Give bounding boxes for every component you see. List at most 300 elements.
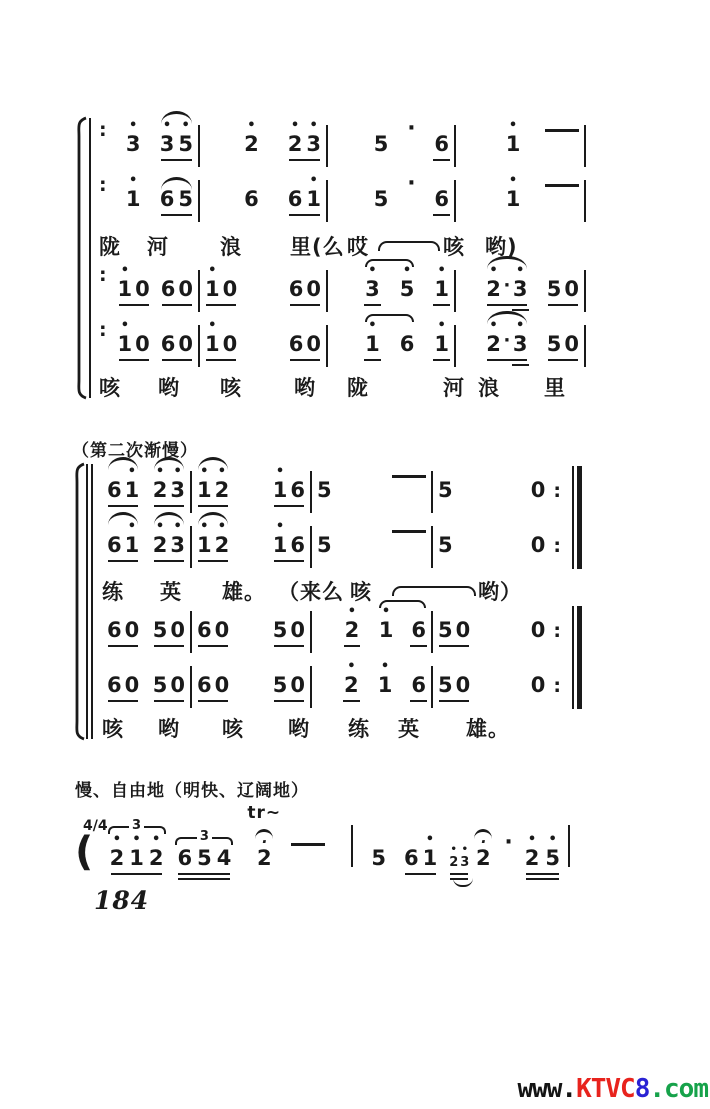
note: [272, 464, 288, 502]
note: [125, 118, 141, 156]
digit-wrap: [217, 846, 232, 870]
note-group: [107, 519, 140, 557]
digit: 6: [287, 187, 303, 211]
group-notes: [197, 464, 230, 502]
repeat-start-dots: :: [99, 319, 107, 341]
digit: 4: [216, 846, 232, 870]
lyric-syllable: 英: [398, 717, 420, 741]
augmentation-dot: ·: [407, 171, 416, 196]
digit: 6: [160, 332, 176, 356]
dash-line: [392, 475, 426, 478]
note-group: [197, 464, 230, 502]
digit: 1: [422, 846, 438, 870]
digit-wrap: [273, 618, 288, 642]
group-underline: [450, 873, 468, 875]
group-notes: [153, 618, 185, 642]
digit-wrap: [125, 533, 140, 557]
final-repeat-bar: [572, 466, 582, 569]
group-notes: [117, 318, 150, 356]
group-underline: [154, 505, 184, 508]
digit: 2: [486, 332, 501, 356]
repeat-end-dots: :: [553, 620, 561, 642]
lyric-row: [94, 372, 586, 400]
note-group: [547, 332, 579, 356]
octave-dots: •: [368, 318, 377, 333]
lyric-syllable: （来么: [278, 580, 344, 604]
group-underline: [289, 159, 320, 162]
open-paren: (: [75, 829, 94, 875]
group-notes: [153, 673, 185, 697]
digit-wrap: [170, 673, 185, 697]
note: [290, 673, 305, 697]
group-underline: [108, 560, 138, 563]
note: [125, 173, 141, 211]
octave-dots: •: [275, 464, 285, 479]
spacer: [386, 869, 404, 870]
octave-dots: •: [181, 118, 190, 133]
digit: 6: [107, 533, 122, 557]
octave-dots: •: [152, 832, 161, 847]
group-notes: [378, 604, 426, 642]
group-underline: [290, 359, 320, 362]
note: [124, 464, 140, 502]
digit-wrap: [400, 332, 415, 356]
dash-line: [545, 184, 579, 187]
digit-wrap: [456, 618, 471, 642]
note-group: [153, 673, 185, 697]
digit-wrap: [531, 478, 561, 502]
octave-dots: •: [162, 118, 172, 133]
note: [273, 618, 288, 642]
digit-wrap: [215, 673, 230, 697]
digit: 0: [135, 277, 150, 301]
lyric-syllable: 哟: [294, 376, 316, 400]
octave-dots: •: [155, 519, 165, 534]
lyric-syllable: 里: [544, 376, 566, 400]
digit-wrap: [506, 132, 521, 156]
digit-wrap: [197, 846, 212, 870]
lyric-syllable: 哟: [288, 717, 310, 741]
note: [564, 332, 579, 356]
digit-wrap: [244, 187, 259, 211]
octave-dots: •: [208, 263, 217, 278]
group-underline: [161, 159, 192, 162]
digit: 6: [290, 478, 305, 502]
digit: 2: [449, 855, 459, 870]
lyric-row: [102, 576, 566, 602]
note-group: [205, 263, 238, 301]
note: [290, 478, 305, 502]
digit: 6: [160, 277, 176, 301]
digit: 5: [399, 277, 415, 301]
digit-wrap: [118, 332, 133, 356]
lyric-syllable: 练: [102, 580, 124, 604]
digit: ·: [503, 275, 511, 296]
digit-wrap: [290, 478, 305, 502]
octave-dots: •: [120, 318, 130, 333]
group-underline: [274, 505, 304, 508]
group-notes: [107, 673, 139, 697]
group-underline: [108, 645, 138, 648]
spacer: [461, 155, 481, 156]
group-underline: [548, 304, 578, 307]
group-underline: [405, 873, 436, 876]
note-group: [197, 519, 230, 557]
spacer: [163, 869, 177, 870]
octave-dots: •: [173, 519, 182, 534]
group-notes: [177, 846, 231, 870]
digit-wrap: [149, 846, 164, 870]
measure: [456, 118, 584, 170]
digit: 1: [365, 332, 380, 356]
time-signature-block: [75, 818, 108, 875]
digit: 5: [152, 618, 168, 642]
digit-wrap: [290, 673, 305, 697]
note: [456, 618, 471, 642]
digit: 5: [545, 846, 560, 870]
octave-dots: •: [508, 118, 518, 133]
digit-wrap: [107, 618, 122, 642]
digit-wrap: [506, 187, 521, 211]
group-notes: [152, 519, 185, 557]
digit: 1: [129, 846, 144, 870]
digit-wrap: [160, 187, 175, 211]
note-underline: [410, 645, 427, 648]
measure: [192, 618, 310, 656]
group-underline: [108, 505, 138, 508]
spacer: [231, 869, 255, 870]
group-underline: [161, 214, 192, 217]
bracket-line: [89, 118, 91, 398]
spacer: [333, 155, 355, 156]
lyric-syllable: 哟）: [478, 580, 522, 604]
note: [217, 846, 232, 870]
dash-line: [545, 129, 579, 132]
octave-dots: •: [402, 263, 412, 278]
spacer: [461, 210, 481, 211]
digit-wrap: [503, 277, 511, 301]
note: [161, 277, 176, 301]
measure: [192, 519, 310, 571]
digit: 5: [272, 618, 288, 642]
group-underline: [111, 873, 163, 876]
measure: [328, 263, 454, 315]
digit: 1: [272, 533, 288, 557]
octave-dots: •: [548, 832, 557, 847]
group-underline: [162, 359, 192, 362]
measure: [102, 519, 190, 571]
digit-wrap: [215, 478, 230, 502]
digit: 0: [530, 673, 546, 697]
octave-dots: •: [516, 263, 525, 278]
octave-dots: •: [381, 604, 391, 619]
digit-wrap: [197, 618, 212, 642]
digit: 0: [530, 478, 546, 502]
digit-wrap: [273, 673, 288, 697]
digit-wrap: [110, 846, 125, 870]
group-notes: [152, 464, 185, 502]
digit: 5: [371, 846, 386, 870]
digit: 1: [306, 187, 321, 211]
digit: 0: [222, 332, 238, 356]
measure: [94, 265, 198, 315]
voice-row: [102, 462, 566, 516]
group-underline: [487, 304, 526, 307]
digit-wrap: [125, 478, 140, 502]
digit: 1: [117, 277, 133, 301]
lyric-syllable: 浪: [220, 235, 242, 259]
octave-dots: •: [489, 263, 498, 278]
note: [107, 478, 122, 502]
note: [317, 478, 332, 502]
digit-wrap: [564, 277, 579, 301]
lyric-syllable: 咳: [99, 376, 121, 400]
note: [107, 533, 122, 557]
measure: [192, 464, 310, 516]
note-group: [197, 618, 229, 642]
digit-wrap: [197, 478, 212, 502]
digit: 1: [378, 618, 394, 642]
spacer: [325, 869, 351, 870]
group-notes: [107, 519, 140, 557]
group-notes: [289, 332, 321, 356]
voice-row: [102, 517, 566, 571]
measure: [192, 673, 310, 711]
digit: 2: [152, 533, 168, 557]
note: [434, 132, 449, 156]
measure: [433, 673, 566, 711]
note: [374, 187, 389, 211]
barline: [584, 180, 586, 222]
group-notes: [365, 318, 415, 356]
note: [205, 263, 220, 301]
spacer: [273, 869, 291, 870]
digit: 5: [438, 673, 453, 697]
note: [178, 332, 193, 356]
octave-dots: •: [489, 318, 498, 333]
note: [223, 277, 238, 301]
digit: 0: [214, 618, 230, 642]
note: [170, 673, 185, 697]
tuplet-left: [175, 837, 196, 845]
group-notes: [160, 187, 193, 211]
group-notes: [109, 832, 164, 870]
group-underline: [198, 700, 228, 703]
note: [306, 173, 321, 211]
group-underline: [289, 214, 320, 217]
note: [512, 318, 528, 356]
digit-wrap: [153, 673, 168, 697]
note: [153, 673, 168, 697]
measure: [433, 478, 566, 516]
group-notes: [449, 844, 470, 870]
note-group: [117, 318, 150, 356]
measure: [200, 118, 326, 170]
digit-wrap: [223, 332, 238, 356]
digit: 6: [244, 187, 259, 211]
lyric-syllable: 练: [348, 717, 370, 741]
lyric-syllable: 里(么: [290, 235, 345, 259]
group-notes: [197, 519, 230, 557]
note-group: [160, 187, 193, 211]
digit-wrap: [456, 673, 471, 697]
note: [178, 118, 193, 156]
note: [125, 618, 140, 642]
digit-wrap: [345, 618, 360, 642]
note: [564, 277, 579, 301]
system-body: [74, 116, 586, 400]
group-underline: [198, 560, 228, 563]
octave-dots: •: [129, 173, 138, 188]
note: [317, 533, 332, 557]
group-notes: [159, 118, 193, 156]
digit-wrap: [107, 478, 122, 502]
digit-wrap: [344, 673, 359, 697]
digit: 2: [152, 478, 168, 502]
fermata-dot: ·: [261, 833, 268, 851]
digit-wrap: [215, 533, 230, 557]
spacer: [353, 869, 371, 870]
note: [306, 277, 321, 301]
note: [107, 618, 122, 642]
note-group: [107, 618, 139, 642]
digit-wrap: [449, 855, 458, 870]
digit-wrap: [438, 673, 453, 697]
digit-wrap: [400, 277, 415, 301]
octave-dots: •: [437, 318, 446, 333]
digit-wrap: [197, 673, 212, 697]
digit-wrap: [178, 132, 193, 156]
digit: 5: [373, 132, 389, 156]
note: [422, 832, 438, 870]
digit-wrap: [257, 846, 272, 870]
digit-wrap: [503, 332, 511, 356]
note: [505, 173, 521, 211]
note: [161, 332, 176, 356]
digit: 0: [290, 673, 305, 697]
group-notes: [205, 263, 238, 301]
digit: 1: [505, 187, 521, 211]
group-notes: [486, 263, 528, 301]
note: [287, 118, 303, 156]
repeat-start-dots: :: [99, 119, 107, 141]
final-repeat-bar: [572, 606, 582, 709]
digit-wrap: [306, 187, 321, 211]
group-notes: [117, 263, 150, 301]
group-notes: [107, 464, 140, 502]
note-group: [287, 173, 321, 211]
group-notes: [365, 263, 415, 301]
digit: 6: [197, 618, 212, 642]
digit: 1: [124, 533, 140, 557]
digit-wrap: [525, 846, 540, 870]
digit: 5: [178, 132, 193, 156]
octave-dots: •: [217, 464, 227, 479]
measure: [102, 464, 190, 516]
octave-dots: •: [112, 832, 122, 847]
note-group: [365, 263, 415, 301]
note-group: [486, 263, 528, 301]
fermata-dot: ·: [480, 833, 487, 851]
thick-bar: [577, 606, 582, 709]
digit-wrap: [486, 332, 501, 356]
note: [152, 464, 168, 502]
note: [107, 673, 122, 697]
augmentation-dot: ·: [504, 830, 513, 855]
measure: [200, 263, 326, 315]
group-notes: [438, 618, 470, 642]
system-3: [75, 776, 570, 875]
note-group: [403, 832, 438, 870]
octave-dots: •: [450, 844, 457, 855]
digit: 5: [438, 478, 453, 502]
group-underline: [439, 700, 469, 703]
score-bracket: [74, 116, 88, 400]
digit: 2: [524, 846, 540, 870]
note: [205, 318, 220, 356]
note: [531, 533, 561, 557]
note: [374, 132, 389, 156]
digit: 2: [287, 132, 303, 156]
octave-dots: •: [132, 832, 141, 847]
digit-wrap: [365, 332, 380, 356]
tuplet-number: 3: [199, 829, 209, 844]
digit-wrap: [411, 618, 426, 642]
note: [486, 263, 501, 301]
note-group: [289, 332, 321, 356]
octave-dots: •: [129, 118, 138, 133]
note-underline: [433, 214, 450, 217]
digit: 6: [434, 187, 449, 211]
spacer: [205, 210, 215, 211]
digit: 0: [564, 332, 579, 356]
octave-dots: •: [290, 118, 300, 133]
lyric-syllable: 咳: [220, 376, 242, 400]
digit-wrap: [545, 846, 560, 870]
group-underline: [198, 505, 228, 508]
voice-row: [94, 316, 586, 370]
lyric-syllable: 河: [147, 235, 169, 259]
note-underline-2: [512, 309, 529, 311]
octave-dots: •: [527, 832, 537, 847]
note: [344, 604, 360, 642]
note: [125, 673, 140, 697]
digit-wrap: [153, 618, 168, 642]
digit-wrap: [513, 277, 528, 301]
digit-wrap: [374, 132, 389, 156]
system-2: [72, 436, 566, 741]
note: [159, 118, 175, 156]
note: [411, 673, 426, 697]
note-group: [524, 832, 560, 870]
note-group: [152, 464, 185, 502]
digit: 5: [373, 187, 389, 211]
group-notes: [438, 673, 470, 697]
digit-wrap: [107, 533, 122, 557]
octave-dots: •: [155, 464, 165, 479]
group-notes: [524, 832, 560, 870]
note: [434, 187, 449, 211]
note: [434, 263, 449, 301]
lyric-syllable: 咳: [222, 717, 244, 741]
digit: 6: [107, 478, 122, 502]
note: [404, 846, 419, 870]
digit: 0: [135, 332, 150, 356]
note: [170, 464, 185, 502]
measure: [328, 116, 454, 170]
digit: 0: [214, 673, 230, 697]
note: [460, 844, 470, 870]
